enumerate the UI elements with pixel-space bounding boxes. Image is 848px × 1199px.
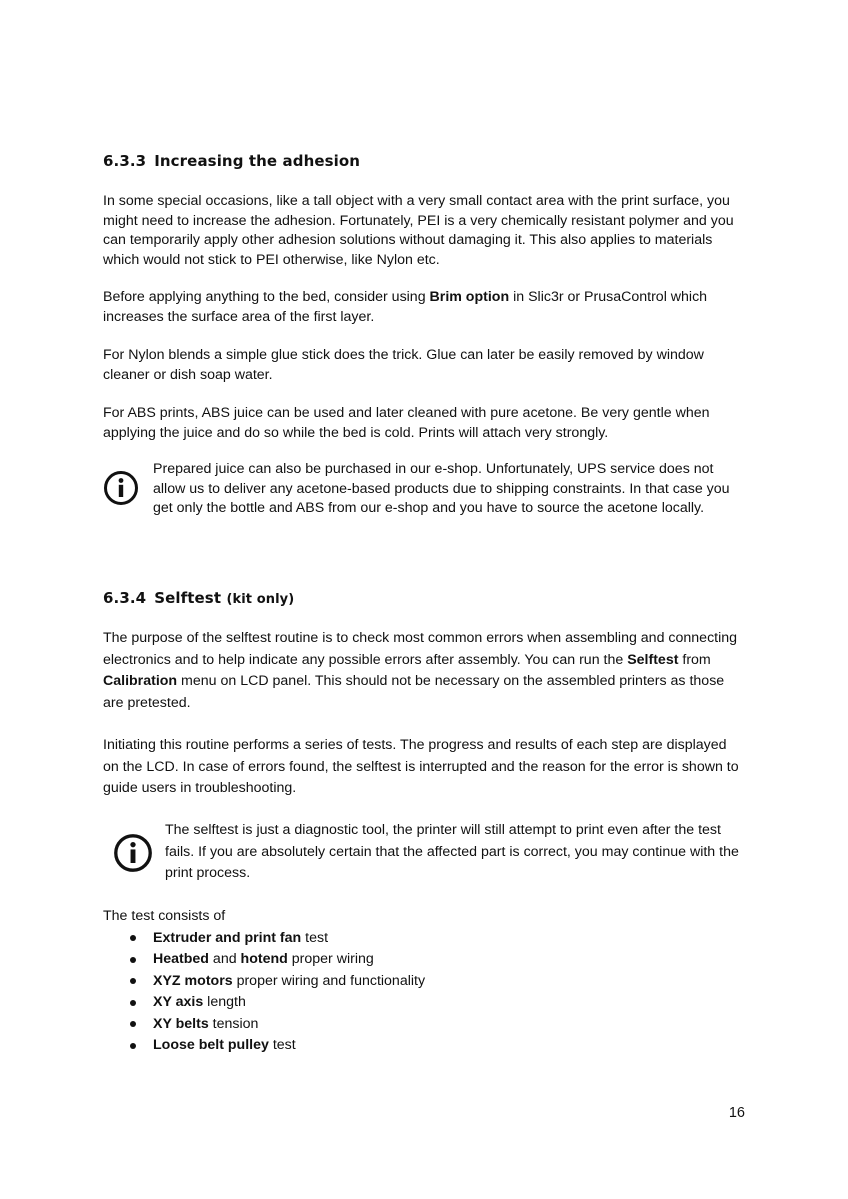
bold-term: XY axis (153, 994, 204, 1010)
selftest-list (103, 906, 743, 1057)
bullet-icon (130, 935, 136, 941)
paragraph-adhesion-intro (103, 192, 743, 270)
list-item (103, 949, 743, 971)
paragraph-text: The purpose of the selftest routine is to check most common errors when assembling and connecting electronics and to help indicate any possible errors after assembly. You can run the (103, 630, 738, 668)
note-text: The selftest is just a diagnostic tool, the printer will still attempt to print even after the test fails. If you are absolutely certain that the affected part is correct, you may continue with the print process. (165, 822, 739, 881)
paragraph-selftest-purpose (103, 628, 743, 714)
list-item-text: tension (208, 1015, 259, 1032)
bold-term: XY belts (153, 1015, 209, 1032)
list-item-text: proper wiring and functionality (232, 972, 426, 989)
paragraph-text: For ABS prints, ABS juice can be used and later cleaned with pure acetone. Be very gentle when applying the juice and do so while the bed is cold. Prints will attach very strongly. (103, 405, 710, 441)
list-item (103, 1014, 743, 1036)
bold-term: Selftest (627, 651, 679, 668)
bullet-icon (130, 957, 136, 963)
list-item-text: length (203, 994, 246, 1010)
list-item-text: test (268, 1037, 296, 1053)
list-item (103, 1035, 743, 1057)
info-note-juice (103, 460, 748, 540)
paragraph-brim (103, 288, 743, 327)
section-heading-6-3-3 (103, 152, 360, 170)
section-title-suffix: (kit only) (226, 592, 295, 607)
bullet-list (103, 928, 743, 1057)
bullet-icon (130, 1021, 136, 1027)
paragraph-abs (103, 404, 743, 443)
paragraph-text: For Nylon blends a simple glue stick does the trick. Glue can later be easily removed by window cleaner or dish soap water. (103, 347, 704, 383)
info-note-selftest (113, 820, 743, 886)
section-number: 6.3.4 (103, 589, 147, 607)
bold-term: Loose belt pulley (153, 1037, 269, 1053)
bold-term: Brim option (429, 289, 510, 305)
list-item (103, 928, 743, 950)
list-intro: The test consists of (103, 908, 226, 924)
info-icon (103, 470, 139, 506)
bold-term: XYZ motors (153, 972, 233, 989)
paragraph-text: from (678, 651, 711, 668)
list-item-text: test (301, 929, 329, 946)
paragraph-text: Before applying anything to the bed, consider using (103, 289, 430, 305)
note-text: Prepared juice can also be purchased in our e-shop. Unfortunately, UPS service does not allow us to deliver any acetone-based products due to shipping constraints. In that case you get only the bottle and ABS from our e-shop and you have to source the acetone locally. (153, 461, 730, 517)
section-title: Selftest (154, 589, 222, 607)
bold-term: Calibration (103, 673, 178, 689)
bullet-icon (130, 978, 136, 984)
page-number: 16 (728, 1105, 745, 1121)
paragraph-text: menu on LCD panel. This should not be necessary on the assembled printers as those are pretested. (103, 673, 725, 711)
list-item (103, 971, 743, 993)
paragraph-text: in Slic3r or PrusaControl which increases the surface area of the first layer. (103, 289, 708, 325)
list-item-text: proper wiring (287, 951, 374, 967)
bold-term: Extruder and print fan (153, 929, 302, 946)
paragraph-text: Initiating this routine performs a series of tests. The progress and results of each step are displayed on the LCD. In case of errors found, the selftest is interrupted and the reason for the error is shown to guide users in troubleshooting. (103, 737, 739, 796)
list-item-text: and (208, 951, 241, 967)
paragraph-nylon (103, 346, 743, 385)
paragraph-text: In some special occasions, like a tall object with a very small contact area with the print surface, you might need to increase the adhesion. Fortunately, PEI is a very chemically resistant polymer and you can temporarily apply other adhesion solutions without damaging it. This also applies to materials which would not stick to PEI otherwise, like Nylon etc. (103, 193, 734, 268)
list-item (103, 992, 743, 1014)
section-title: Increasing the adhesion (154, 152, 361, 170)
bullet-icon (130, 1043, 136, 1049)
bullet-icon (130, 1000, 136, 1006)
info-icon (113, 833, 153, 873)
bold-term: hotend (240, 951, 288, 967)
paragraph-selftest-routine (103, 735, 743, 800)
section-number: 6.3.3 (103, 152, 147, 170)
section-heading-6-3-4 (103, 589, 294, 607)
bold-term: Heatbed (153, 951, 209, 967)
